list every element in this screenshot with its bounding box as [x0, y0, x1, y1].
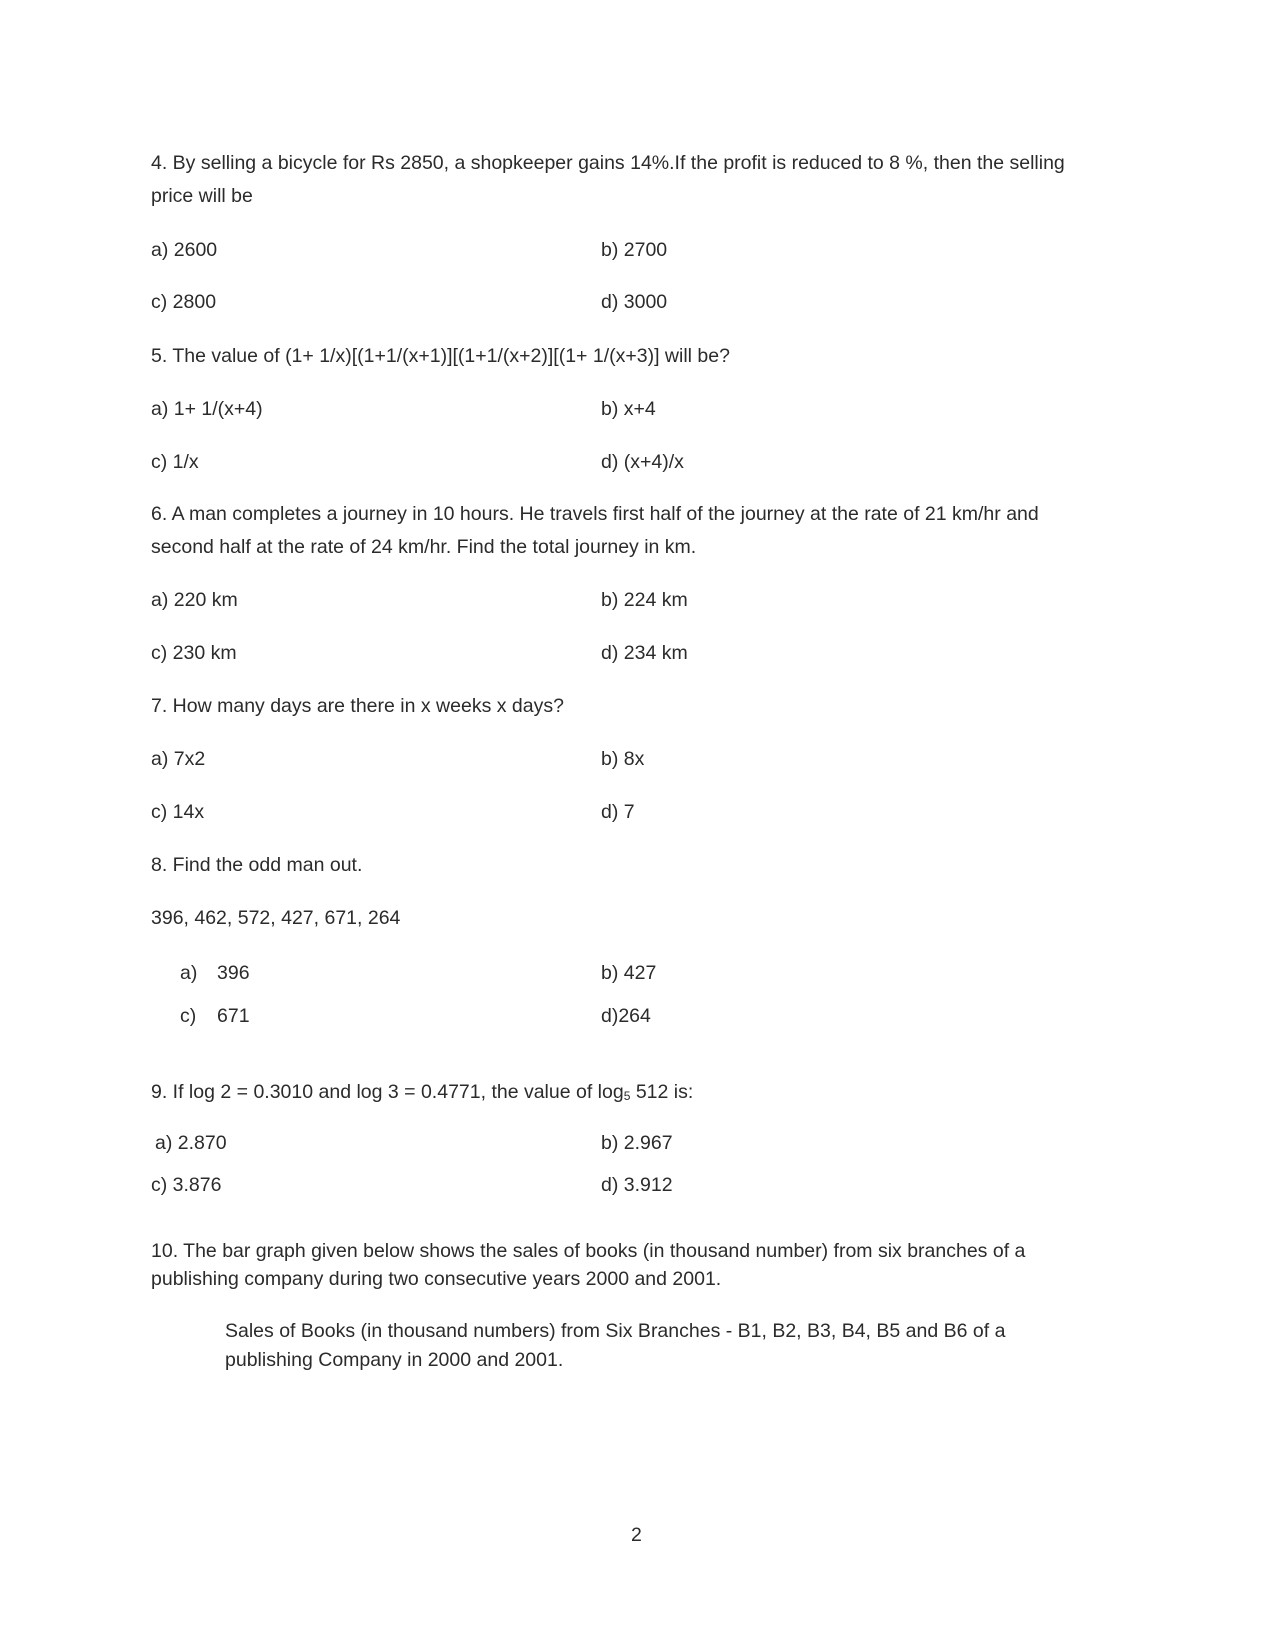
option-a: a) 7x2	[151, 748, 206, 770]
option-b: b) 224 km	[601, 589, 688, 611]
question-text: 5. The value of (1+ 1/x)[(1+1/(x+1)][(1+1/(x+2)][(1+ 1/(x+3)] will be?	[151, 345, 730, 367]
option-d: d) 3.912	[601, 1174, 673, 1196]
option-c: c) 2800	[151, 291, 217, 313]
question-text: 6. A man completes a journey in 10 hours. He travels first half of the journey at the rate of 21 km/hr and	[151, 503, 1039, 525]
option-b: b) x+4	[601, 398, 656, 420]
question-text: price will be	[151, 185, 253, 207]
option-b: b) 8x	[601, 748, 645, 770]
question-text-part: 9. If log 2 = 0.3010 and log 3 = 0.4771, the value of log	[151, 1081, 624, 1103]
log-base: 5	[623, 1089, 631, 1103]
question-text: second half at the rate of 24 km/hr. Find the total journey in km.	[151, 536, 697, 558]
question-text: publishing company during two consecutive years 2000 and 2001.	[151, 1268, 722, 1290]
option-d: d) 3000	[601, 291, 668, 313]
option-b: b) 2.967	[601, 1132, 673, 1154]
question-text: 4. By selling a bicycle for Rs 2850, a shopkeeper gains 14%.If the profit is reduced to 8 %, then the selling	[151, 152, 1065, 174]
option-c: c) 230 km	[151, 642, 237, 664]
chart-caption: publishing Company in 2000 and 2001.	[225, 1349, 564, 1371]
option-b: b) 427	[601, 962, 657, 984]
option-a: a) 2600	[151, 239, 218, 261]
option-c: c) 3.876	[151, 1174, 222, 1196]
option-c-label: c)	[180, 1005, 197, 1027]
question-text: 8. Find the odd man out.	[151, 854, 363, 876]
chart-caption: Sales of Books (in thousand numbers) from Six Branches - B1, B2, B3, B4, B5 and B6 of a	[225, 1320, 1006, 1342]
option-c: c) 1/x	[151, 451, 199, 473]
option-a: a) 2.870	[155, 1132, 227, 1154]
option-a: a) 220 km	[151, 589, 238, 611]
option-c: c) 14x	[151, 801, 205, 823]
option-b: b) 2700	[601, 239, 668, 261]
page-number: 2	[631, 1524, 642, 1546]
option-d: d) (x+4)/x	[601, 451, 684, 473]
question-text	[151, 1080, 693, 1104]
option-d: d) 7	[601, 801, 635, 823]
question-text: 7. How many days are there in x weeks x days?	[151, 695, 564, 717]
option-d: d)264	[601, 1005, 651, 1027]
option-a-label: a)	[180, 962, 198, 984]
number-series: 396, 462, 572, 427, 671, 264	[151, 907, 401, 929]
option-a: a) 1+ 1/(x+4)	[151, 398, 263, 420]
option-a-value: 396	[217, 962, 250, 984]
option-d: d) 234 km	[601, 642, 688, 664]
option-c-value: 671	[217, 1005, 250, 1027]
question-text-part: 512 is:	[630, 1081, 694, 1103]
question-text: 10. The bar graph given below shows the sales of books (in thousand number) from six branches of a	[151, 1240, 1026, 1262]
